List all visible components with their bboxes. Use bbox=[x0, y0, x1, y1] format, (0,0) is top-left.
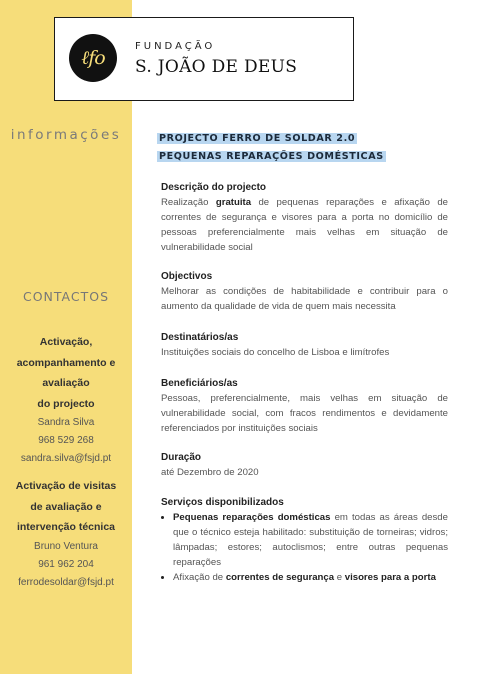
page-title bbox=[157, 130, 386, 166]
section-duracao bbox=[161, 450, 448, 480]
logo-box bbox=[54, 17, 354, 101]
section-body: até Dezembro de 2020 bbox=[161, 467, 259, 478]
contact1-heading-line: avaliação bbox=[42, 377, 90, 389]
section-body: Instituições sociais do concelho de Lisboa e limítrofes bbox=[161, 347, 390, 358]
contact1-email[interactable]: sandra.silva@fsjd.pt bbox=[20, 453, 112, 464]
contact-block-visits bbox=[0, 476, 132, 592]
contact-block-activation bbox=[0, 332, 132, 468]
section-beneficiarios bbox=[161, 376, 448, 436]
section-heading: Descrição do projecto bbox=[161, 182, 267, 193]
contact2-heading-line: intervenção técnica bbox=[16, 521, 116, 533]
logo-line-name: S. JOÃO DE DEUS bbox=[135, 57, 298, 77]
section-descricao bbox=[161, 180, 448, 255]
section-objectivos bbox=[161, 269, 448, 314]
sidebar-info-label: informações bbox=[10, 127, 122, 143]
list-item: • Afixação de correntes de segurança e visores para a porta bbox=[173, 570, 448, 585]
section-heading: Objectivos bbox=[161, 271, 213, 282]
logo-line-fundacao: FUNDAÇÃO bbox=[135, 41, 216, 52]
section-heading: Serviços disponibilizados bbox=[161, 497, 284, 508]
logo-monogram: ℓfo bbox=[69, 34, 117, 82]
services-list bbox=[161, 510, 448, 585]
contact2-heading-line: de avaliação e bbox=[30, 500, 102, 513]
section-heading: Beneficiários/as bbox=[161, 378, 238, 389]
title-line-2: PEQUENAS REPARAÇÕES DOMÉSTICAS bbox=[159, 151, 384, 162]
contact1-heading-line: do projecto bbox=[37, 397, 95, 410]
section-body: Realização gratuita de pequenas reparações e afixação de correntes de segurança e visores para a porta no domicílio de pessoas preferencialmente mais velhas em situação de vulnerabilidade social bbox=[161, 197, 449, 253]
contact1-heading-line: acompanhamento e bbox=[16, 356, 116, 369]
section-heading: Duração bbox=[161, 452, 202, 463]
contact2-phone: 961 962 204 bbox=[38, 558, 94, 570]
contact2-email[interactable]: ferrodesoldar@fsjd.pt bbox=[18, 576, 114, 588]
contact1-phone: 968 529 268 bbox=[38, 435, 94, 446]
section-destinatarios bbox=[161, 330, 448, 360]
title-line-1: PROJECTO FERRO DE SOLDAR 2.0 bbox=[159, 133, 356, 144]
contact2-name: Bruno Ventura bbox=[34, 540, 98, 552]
sidebar-contactos-label: CONTACTOS bbox=[22, 289, 110, 304]
section-servicos bbox=[161, 495, 448, 585]
section-body: Pessoas, preferencialmente, mais velhas em situação de vulnerabilidade social, com fracos rendimentos e devidamente referenciados por instituições sociais bbox=[161, 393, 448, 434]
section-heading: Destinatários/as bbox=[161, 332, 239, 343]
list-item: • Pequenas reparações domésticas em todas as áreas desde que o técnico esteja habilitado: substituição de torneiras; vidros; lâmpadas; estores; autoclismos; entre outras pequenas reparações bbox=[173, 510, 448, 570]
contact1-name: Sandra Silva bbox=[37, 417, 95, 428]
contact1-heading-line: Activação, bbox=[39, 336, 93, 348]
contact2-heading-line: Activação de visitas bbox=[15, 480, 117, 492]
section-body: Melhorar as condições de habitabilidade e contribuir para o aumento da qualidade de vida de quem mais necessita bbox=[161, 286, 448, 312]
